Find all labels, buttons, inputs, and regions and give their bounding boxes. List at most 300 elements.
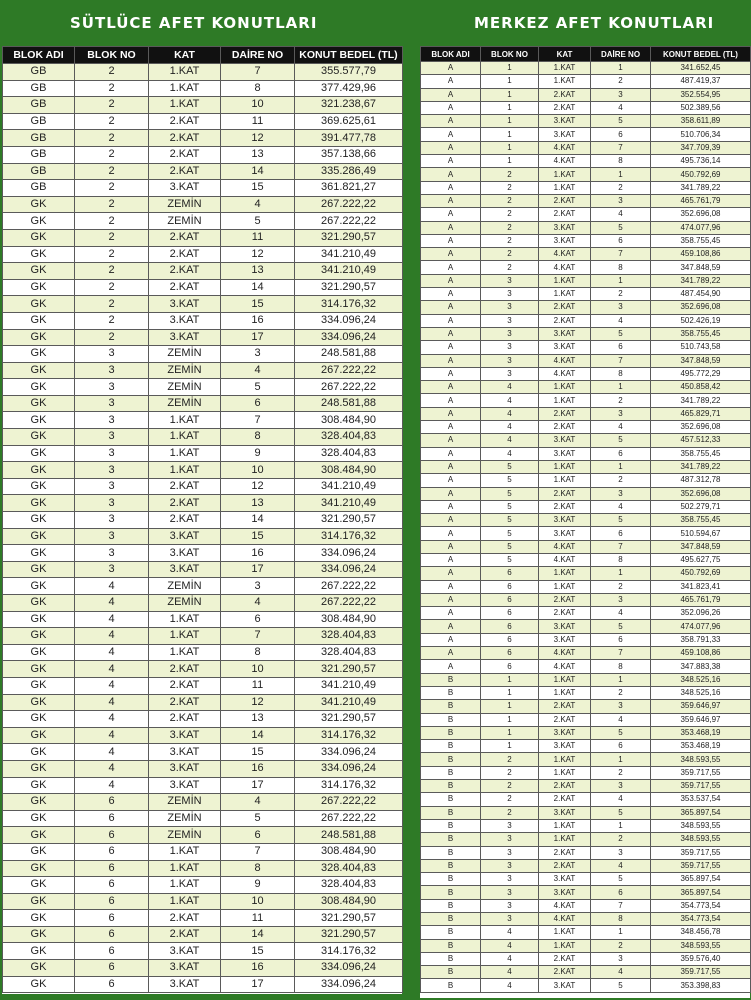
table-cell: 334.096,24 [295,329,403,346]
table-cell: A [421,460,481,473]
table-cell: 3.KAT [539,514,591,527]
table-cell: GK [3,694,75,711]
table-cell: 5 [481,553,539,566]
table-cell: 12 [221,130,295,147]
table-row [3,163,403,180]
table-row [3,279,403,296]
table-row [3,462,403,479]
table-row [421,886,751,899]
table-cell: 3 [75,462,149,479]
table-cell: 341.210,49 [295,677,403,694]
table-cell: A [421,381,481,394]
table-cell: 7 [221,412,295,429]
table-cell: GK [3,512,75,529]
table-cell: B [421,753,481,766]
table-cell: 2.KAT [149,495,221,512]
table-row [3,213,403,230]
table-cell: ZEMİN [149,213,221,230]
table-cell: 3.KAT [539,740,591,753]
table-cell: 3 [75,395,149,412]
table-cell: 13 [221,711,295,728]
table-cell: 1.KAT [539,686,591,699]
table-cell: 267.222,22 [295,595,403,612]
table-cell: 314.176,32 [295,943,403,960]
table-cell: 347.848,59 [651,261,751,274]
table-cell: 321.290,57 [295,910,403,927]
table-cell: 6 [481,567,539,580]
table-cell: 2.KAT [149,279,221,296]
table-cell: 4 [481,434,539,447]
table-cell: 5 [591,327,651,340]
table-cell: GB [3,146,75,163]
table-cell: 341.210,49 [295,478,403,495]
table-cell: B [421,673,481,686]
table-cell: 2.KAT [149,146,221,163]
table-cell: GK [3,595,75,612]
table-cell: GK [3,296,75,313]
table-cell: 352.554,95 [651,88,751,101]
table-cell: 1.KAT [149,80,221,97]
table-cell: 3.KAT [149,329,221,346]
table-cell: 4 [75,578,149,595]
table-cell: 10 [221,661,295,678]
table-cell: 2.KAT [539,593,591,606]
table-cell: 2.KAT [539,846,591,859]
table-cell: 2.KAT [149,478,221,495]
table-cell: GK [3,860,75,877]
table-cell: 3 [75,445,149,462]
table-cell: 9 [221,445,295,462]
table-cell: 1.KAT [149,412,221,429]
table-cell: 12 [221,478,295,495]
table-cell: 348.525,16 [651,686,751,699]
table-cell: A [421,367,481,380]
table-row [3,910,403,927]
table-cell: 341.789,22 [651,181,751,194]
table-cell: 1 [591,168,651,181]
table-row [421,394,751,407]
table-cell: 3 [591,700,651,713]
table-cell: B [421,700,481,713]
table-cell: A [421,194,481,207]
table-cell: B [421,806,481,819]
table-cell: 321.290,57 [295,661,403,678]
table-cell: GK [3,628,75,645]
table-cell: 1.KAT [149,843,221,860]
table-row [3,97,403,114]
table-cell: GK [3,478,75,495]
table-cell: 1.KAT [149,611,221,628]
table-cell: 267.222,22 [295,810,403,827]
table-cell: ZEMİN [149,578,221,595]
table-row [421,474,751,487]
table-cell: 3.KAT [149,744,221,761]
table-cell: 13 [221,495,295,512]
table-cell: 5 [591,873,651,886]
table-cell: 2 [75,130,149,147]
table-cell: 3 [591,952,651,965]
table-row [421,713,751,726]
table-cell: 8 [591,367,651,380]
table-cell: 3 [481,833,539,846]
table-cell: GB [3,180,75,197]
table-cell: 3 [591,593,651,606]
table-cell: 17 [221,976,295,993]
column-header: BLOK NO [481,47,539,62]
table-cell: 334.096,24 [295,760,403,777]
table-cell: 2.KAT [539,101,591,114]
table-cell: 4 [75,711,149,728]
table-cell: 1 [481,62,539,75]
table-cell: 1 [481,88,539,101]
table-cell: 1.KAT [149,64,221,81]
table-cell: B [421,899,481,912]
table-cell: 9 [221,877,295,894]
table-cell: 3 [75,495,149,512]
table-cell: 355.577,79 [295,64,403,81]
table-cell: 2.KAT [149,661,221,678]
table-cell: GK [3,561,75,578]
table-row [421,952,751,965]
table-cell: 341.823,41 [651,580,751,593]
table-cell: 2.KAT [149,113,221,130]
table-cell: 348.456,78 [651,926,751,939]
table-cell: 341.652,45 [651,62,751,75]
table-cell: A [421,288,481,301]
table-cell: 2 [591,75,651,88]
table-cell: 474.077,96 [651,221,751,234]
table-cell: A [421,474,481,487]
table-cell: 1.KAT [539,168,591,181]
table-cell: 2 [481,208,539,221]
table-cell: 8 [591,155,651,168]
table-cell: 1 [591,673,651,686]
table-cell: 5 [221,379,295,396]
table-cell: A [421,607,481,620]
table-cell: 4 [481,407,539,420]
table-cell: 465.761,79 [651,194,751,207]
table-cell: GK [3,644,75,661]
table-cell: A [421,540,481,553]
table-cell: ZEMİN [149,196,221,213]
table-cell: 358.611,89 [651,115,751,128]
table-cell: GK [3,711,75,728]
table-cell: 2 [75,97,149,114]
table-cell: A [421,208,481,221]
table-cell: 2 [591,939,651,952]
table-row [3,827,403,844]
table-cell: 6 [481,593,539,606]
table-cell: 11 [221,229,295,246]
table-cell: 1 [591,62,651,75]
table-cell: 3.KAT [539,221,591,234]
table-cell: 4 [591,421,651,434]
table-cell: 3 [481,301,539,314]
table-cell: 4 [481,926,539,939]
table-cell: 12 [221,694,295,711]
table-cell: 4 [75,777,149,794]
table-cell: 348.525,16 [651,673,751,686]
table-row [421,181,751,194]
table-row [421,115,751,128]
table-cell: 1.KAT [539,181,591,194]
table-row [421,234,751,247]
table-cell: 328.404,83 [295,445,403,462]
merkez-panel [420,46,750,998]
table-cell: 6 [75,976,149,993]
table-cell: B [421,726,481,739]
table-cell: 2.KAT [539,88,591,101]
table-cell: 1.KAT [539,939,591,952]
table-cell: A [421,620,481,633]
table-cell: 6 [75,810,149,827]
table-cell: 348.593,55 [651,753,751,766]
table-row [3,926,403,943]
table-row [421,593,751,606]
table-cell: B [421,766,481,779]
table-cell: 3.KAT [539,128,591,141]
table-cell: A [421,500,481,513]
table-cell: 4 [221,595,295,612]
table-row [421,633,751,646]
table-cell: 321.238,67 [295,97,403,114]
title-bar [0,0,751,44]
table-row [3,362,403,379]
sutluce-table [2,46,403,993]
table-cell: GK [3,279,75,296]
table-cell: 495.772,29 [651,367,751,380]
table-cell: 5 [591,514,651,527]
table-row [3,860,403,877]
table-row [3,711,403,728]
table-cell: A [421,261,481,274]
table-cell: 4 [75,760,149,777]
table-cell: 2 [591,766,651,779]
table-cell: 359.717,55 [651,859,751,872]
table-cell: 4 [75,727,149,744]
table-cell: 5 [481,500,539,513]
table-cell: 2.KAT [539,859,591,872]
table-cell: 5 [591,221,651,234]
table-cell: GK [3,578,75,595]
table-cell: 16 [221,545,295,562]
table-cell: 6 [75,943,149,960]
table-cell: A [421,141,481,154]
table-cell: 3 [481,274,539,287]
table-cell: 7 [591,248,651,261]
table-cell: 2 [75,113,149,130]
table-cell: 4 [591,713,651,726]
table-cell: 5 [591,979,651,992]
table-cell: B [421,979,481,992]
table-cell: 3 [75,478,149,495]
table-cell: 2.KAT [149,229,221,246]
table-cell: 3 [591,846,651,859]
sutluce-title: SÜTLÜCE AFET KONUTLARI [70,14,318,32]
table-cell: 361.821,27 [295,180,403,197]
table-row [3,263,403,280]
table-cell: 3 [481,913,539,926]
table-cell: 3.KAT [539,873,591,886]
table-cell: 4 [481,447,539,460]
table-row [3,379,403,396]
table-cell: 359.717,55 [651,846,751,859]
table-cell: 4.KAT [539,647,591,660]
table-cell: GB [3,80,75,97]
table-cell: 2.KAT [539,607,591,620]
table-row [421,101,751,114]
table-cell: 2 [481,780,539,793]
table-cell: 2 [75,312,149,329]
table-row [3,943,403,960]
table-cell: 6 [75,877,149,894]
table-cell: 357.138,66 [295,146,403,163]
table-cell: 6 [221,827,295,844]
table-cell: GK [3,445,75,462]
table-row [3,760,403,777]
table-row [421,740,751,753]
table-cell: 4.KAT [539,540,591,553]
table-row [421,221,751,234]
table-cell: 4 [591,859,651,872]
table-cell: 341.789,22 [651,394,751,407]
table-cell: 308.484,90 [295,412,403,429]
table-cell: 8 [591,553,651,566]
table-cell: 335.286,49 [295,163,403,180]
table-cell: 4 [591,208,651,221]
table-cell: 2 [591,686,651,699]
table-cell: 321.290,57 [295,512,403,529]
table-row [3,412,403,429]
table-cell: 17 [221,777,295,794]
table-row [3,180,403,197]
table-row [421,647,751,660]
table-cell: B [421,686,481,699]
table-cell: 2.KAT [539,780,591,793]
table-cell: 1 [591,753,651,766]
table-cell: 359.717,55 [651,966,751,979]
column-header: DAİRE NO [591,47,651,62]
table-cell: 502.426,19 [651,314,751,327]
table-cell: 2 [75,329,149,346]
table-row [421,301,751,314]
table-cell: 6 [591,341,651,354]
table-cell: 6 [591,886,651,899]
table-cell: 11 [221,113,295,130]
table-row [3,777,403,794]
table-cell: GB [3,130,75,147]
table-cell: 308.484,90 [295,843,403,860]
table-cell: 328.404,83 [295,628,403,645]
table-row [421,700,751,713]
table-cell: A [421,527,481,540]
table-cell: 3 [221,346,295,363]
table-row [3,246,403,263]
table-cell: 4.KAT [539,141,591,154]
table-cell: GK [3,611,75,628]
table-cell: 3.KAT [539,115,591,128]
table-cell: 1.KAT [149,860,221,877]
table-cell: 3.KAT [539,886,591,899]
table-row [421,261,751,274]
table-cell: 359.717,55 [651,766,751,779]
table-row [421,899,751,912]
table-cell: 4 [75,628,149,645]
table-cell: 358.791,33 [651,633,751,646]
table-cell: B [421,713,481,726]
table-cell: GK [3,794,75,811]
table-cell: 321.290,57 [295,229,403,246]
table-row [421,168,751,181]
table-cell: 1.KAT [149,877,221,894]
table-cell: 5 [481,514,539,527]
table-cell: 450.792,69 [651,168,751,181]
table-cell: 6 [591,128,651,141]
table-cell: 13 [221,263,295,280]
table-cell: 341.210,49 [295,263,403,280]
table-row [3,877,403,894]
table-cell: GK [3,827,75,844]
table-cell: 2 [591,394,651,407]
table-cell: GB [3,113,75,130]
table-cell: A [421,514,481,527]
table-cell: GK [3,196,75,213]
column-header: BLOK ADI [3,47,75,64]
table-cell: 3.KAT [149,312,221,329]
column-header: KAT [149,47,221,64]
table-cell: GK [3,395,75,412]
table-row [3,976,403,993]
table-cell: 4 [481,966,539,979]
table-cell: 1 [481,700,539,713]
table-cell: GK [3,379,75,396]
table-cell: ZEMİN [149,595,221,612]
table-cell: 2.KAT [539,421,591,434]
table-row [3,960,403,977]
table-row [421,553,751,566]
table-cell: 4 [221,196,295,213]
table-cell: GK [3,960,75,977]
table-cell: 3 [75,561,149,578]
table-cell: 2 [481,806,539,819]
table-row [3,495,403,512]
table-cell: GK [3,412,75,429]
table-cell: 4 [481,939,539,952]
table-cell: A [421,101,481,114]
table-cell: 365.897,54 [651,806,751,819]
table-cell: 6 [591,447,651,460]
table-cell: 450.858,42 [651,381,751,394]
table-cell: 465.829,71 [651,407,751,420]
table-cell: 7 [591,354,651,367]
table-row [421,421,751,434]
table-cell: 267.222,22 [295,213,403,230]
table-cell: A [421,341,481,354]
table-cell: A [421,75,481,88]
table-cell: 2.KAT [149,246,221,263]
table-cell: 14 [221,512,295,529]
table-cell: 4 [481,421,539,434]
table-cell: 1 [481,75,539,88]
table-cell: 353.468,19 [651,740,751,753]
table-row [3,794,403,811]
table-cell: 2 [591,833,651,846]
table-cell: 6 [591,527,651,540]
table-cell: 1 [481,155,539,168]
table-cell: ZEMİN [149,827,221,844]
table-cell: 4 [591,101,651,114]
table-cell: 8 [591,660,651,673]
